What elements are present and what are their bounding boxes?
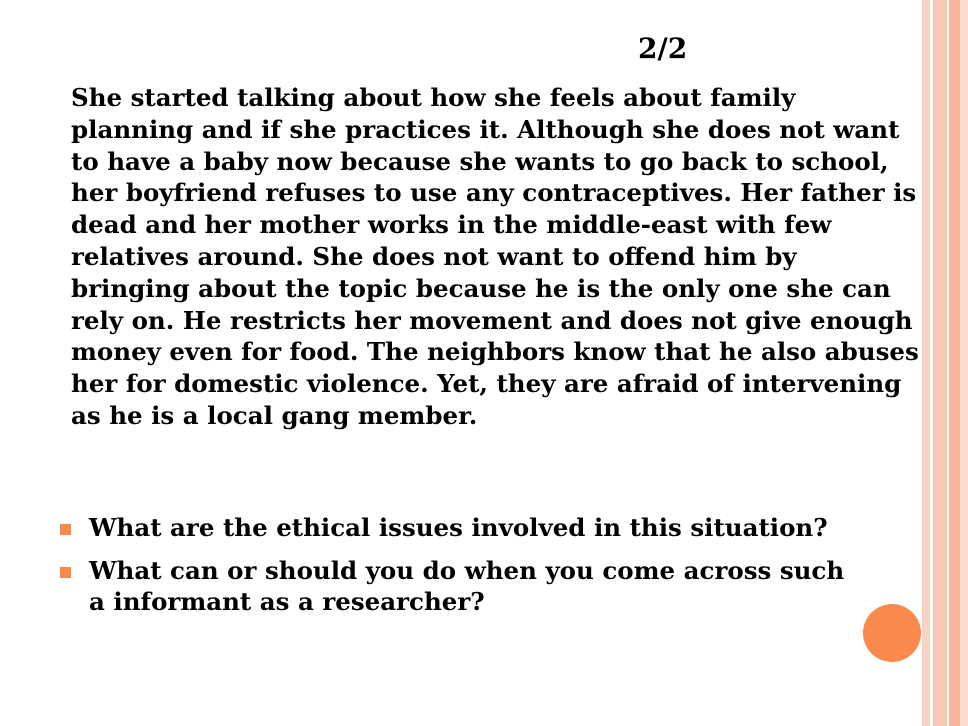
bullet-item: [58, 555, 858, 617]
decorative-stripe: [922, 0, 930, 726]
bullet-text: What can or should you do when you come across such a informant as a researcher?: [89, 556, 845, 616]
decorative-circle: [863, 604, 921, 662]
decorative-stripe: [933, 0, 947, 726]
square-bullet-icon: [60, 567, 71, 578]
square-bullet-icon: [60, 524, 71, 535]
body-paragraph: She started talking about how she feels about family planning and if she practices it. Although she does not want to have a baby now because she wants to go back to school, her boyfriend refuses to use any contraceptives. Her father is dead and her mother works in the middle-east with few relatives around. She does not want to offend him by bringing about the topic because he is the only one she can rely on. He restricts her movement and does not give enough money even for food. The neighbors know that he also abuses her for domestic violence. Yet, they are afraid of intervening as he is a local gang member.: [71, 83, 919, 430]
decorative-stripe: [960, 0, 968, 726]
bullet-list: [58, 512, 858, 629]
bullet-item: [58, 512, 858, 543]
bullet-text: What are the ethical issues involved in this situation?: [89, 513, 828, 542]
slide-number: 2/2: [638, 32, 688, 65]
decorative-stripe: [949, 0, 960, 726]
